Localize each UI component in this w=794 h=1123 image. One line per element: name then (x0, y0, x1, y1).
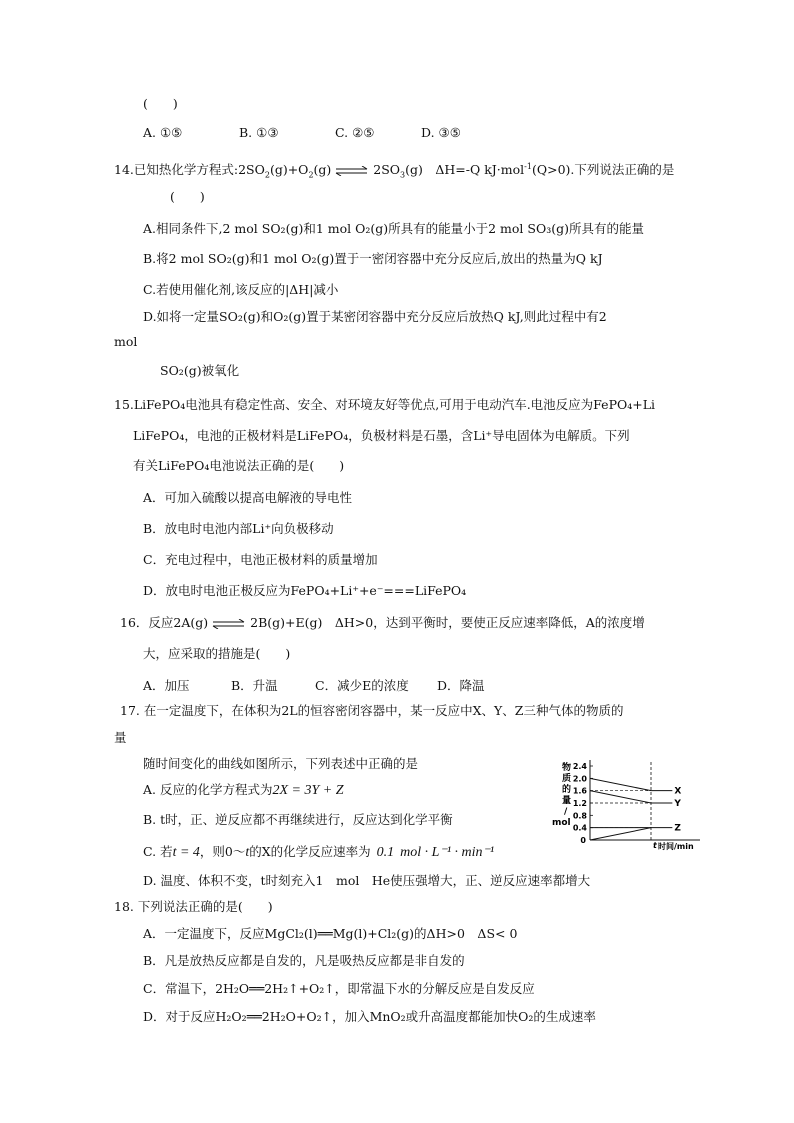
q17-option-d[interactable]: D. 温度、体积不变，t时刻充入1 mol He使压强增大，正、逆反应速率都增大 (143, 873, 591, 888)
q14-option-d[interactable]: D.如将一定量SO₂(g)和O₂(g)置于某密闭容器中充分反应后放热Q kJ,则此过程中有2 (143, 309, 607, 324)
series-label-X: X (674, 786, 682, 797)
q15-option-a[interactable]: A．可加入硫酸以提高电解液的导电性 (143, 490, 353, 505)
equilibrium-arrow-icon (212, 619, 246, 629)
y-tick-label: 0.8 (572, 811, 587, 821)
q15-option-c[interactable]: C．充电过程中，电池正极材料的质量增加 (143, 552, 378, 567)
t-label: t (653, 841, 657, 850)
q16-stem-line2: 大，应采取的措施是( ) (143, 646, 291, 661)
y-tick-label: 2.4 (572, 762, 587, 771)
q15-stem-line1: 15.LiFePO₄电池具有稳定性高、安全、对环境友好等优点,可用于电动汽车.电池反应为FePO₄+Li (114, 397, 656, 412)
q16-stem-b: 2B(g)+E(g) ΔH>0，达到平衡时，要使正反应速率降低，A的浓度增 (250, 615, 645, 630)
q16-options (143, 677, 485, 695)
q14-stem-f: (Q>0).下列说法正确的是 (531, 162, 675, 178)
series-line-X (590, 778, 672, 790)
q14-option-c[interactable]: C.若使用催化剂,该反应的|ΔH|减小 (143, 282, 339, 297)
q17-option-c-value: 0.1 (376, 845, 395, 860)
series-line-Z (590, 828, 672, 840)
q14-paren: ( ) (170, 189, 205, 204)
q13-option-c[interactable]: C. ②⑤ (335, 125, 375, 140)
q17-option-a-equation: 2X = 3Y + Z (272, 783, 344, 798)
q17-chart (548, 758, 708, 858)
q14-option-d-cont: mol (114, 334, 138, 349)
q13-paren: ( ) (143, 96, 178, 111)
chart-ylabel-2: 质 (562, 774, 572, 784)
chart-ylabel-3: 的 (562, 785, 572, 795)
q14-option-b[interactable]: B.将2 mol SO₂(g)和1 mol O₂(g)置于一密闭容器中充分反应后,放出的热量为Q kJ (143, 251, 603, 266)
chart-ylabel-1: 物 (562, 763, 572, 773)
q17-option-a[interactable] (143, 781, 344, 800)
q17-option-c[interactable] (143, 843, 494, 862)
q15-stem-line3: 有关LiFePO₄电池说法正确的是( ) (133, 458, 345, 473)
x-axis-label: 时间/min (658, 842, 694, 851)
q13-option-a[interactable]: A. ①⑤ (143, 125, 183, 140)
q14-stem-c: (g) (313, 162, 332, 178)
series-label-Y: Y (674, 799, 681, 809)
q17-option-b[interactable]: B. t时，正、逆反应都不再继续进行，反应达到化学平衡 (143, 812, 453, 827)
q14-option-a[interactable]: A.相同条件下,2 mol SO₂(g)和1 mol O₂(g)所具有的能量小于2 mol SO₃(g)所具有的能量 (143, 221, 644, 236)
q14-stem-e: (g) ΔH=-Q kJ·mol (405, 162, 525, 178)
q14-stem-b: (g)+O (269, 162, 309, 178)
q16-stem-line1 (120, 614, 645, 632)
q17-stem-line1: 17. 在一定温度下，在体积为2L的恒容密闭容器中，某一反应中X、Y、Z三种气体的物质的 (120, 703, 624, 718)
y-tick-label: 2.0 (572, 774, 587, 784)
q17-option-c-mid: ，则0～ (199, 844, 246, 859)
q13-options (143, 124, 461, 142)
q16-option-a[interactable]: A．加压 (143, 678, 190, 693)
q18-option-a[interactable]: A．一定温度下，反应MgCl₂(l)══Mg(l)+Cl₂(g)的ΔH>0 ΔS< 0 (143, 926, 518, 941)
origin-label: 0 (580, 836, 586, 845)
q18-option-d[interactable]: D．对于反应H₂O₂══2H₂O+O₂↑，加入MnO₂或升高温度都能加快O₂的生成速率 (143, 1009, 596, 1024)
q14-option-d-cont2: SO₂(g)被氧化 (160, 363, 240, 378)
chart-ylabel-4: 量 (562, 796, 572, 806)
q14-stem-a: 14.已知热化学方程式:2SO (114, 162, 265, 178)
q17-stem-line2: 随时间变化的曲线如图所示，下列表述中正确的是 (143, 756, 419, 771)
q16-option-c[interactable]: C．减少E的浓度 (315, 678, 409, 693)
equilibrium-arrow-icon (335, 166, 369, 176)
q13-option-d[interactable]: D. ③⑤ (421, 125, 461, 140)
q17-option-c-t2: t (245, 845, 250, 860)
q17-option-c-pre: C. 若 (143, 844, 173, 859)
q18-stem: 18. 下列说法正确的是( ) (114, 899, 273, 914)
y-tick-label: 0.4 (572, 823, 587, 833)
q17-option-a-text: A. 反应的化学方程式为 (143, 782, 273, 797)
q16-option-b[interactable]: B．升温 (231, 678, 278, 693)
q13-option-b[interactable]: B. ①③ (239, 125, 279, 140)
q15-option-d[interactable]: D．放电时电池正极反应为FePO₄+Li⁺+e⁻===LiFePO₄ (143, 583, 467, 598)
q17-option-c-mid3: 的X的化学反应速率为 (249, 844, 371, 859)
q17-option-c-unit: mol · L⁻¹ · min⁻¹ (400, 845, 495, 860)
q17-stem-line1b: 量 (114, 730, 127, 745)
q16-option-d[interactable]: D．降温 (437, 678, 485, 693)
series-label-Z: Z (674, 823, 681, 834)
y-tick-label: 1.2 (572, 799, 587, 808)
series-line-Y (590, 791, 672, 803)
q17-option-c-t: t = 4 (172, 845, 200, 860)
q14-stem-d: 2SO (373, 162, 401, 178)
q16-stem-a: 16．反应2A(g) (120, 615, 209, 630)
q15-stem-line2: LiFePO₄，电池的正极材料是LiFePO₄，负极材料是石墨，含Li⁺导电固体为电解质。下列 (133, 428, 630, 443)
y-tick-label: 1.6 (572, 786, 587, 796)
q14-stem: 14.已知热化学方程式$:2SO_2(g)+O_2(g)$ $2SO_3(g)$ ΔH=-Q kJ·mol$^{-1}$(Q>0).下列说法正确的是 (114, 162, 675, 180)
chart-ylabel-5: / (564, 807, 568, 817)
q18-option-b[interactable]: B．凡是放热反应都是自发的，凡是吸热反应都是非自发的 (143, 953, 465, 968)
q15-option-b[interactable]: B．放电时电池内部Li⁺向负极移动 (143, 521, 334, 536)
q18-option-c[interactable]: C．常温下，2H₂O══2H₂↑+O₂↑，即常温下水的分解反应是自发反应 (143, 981, 535, 996)
chart-ylabel-6: mol (552, 818, 571, 828)
